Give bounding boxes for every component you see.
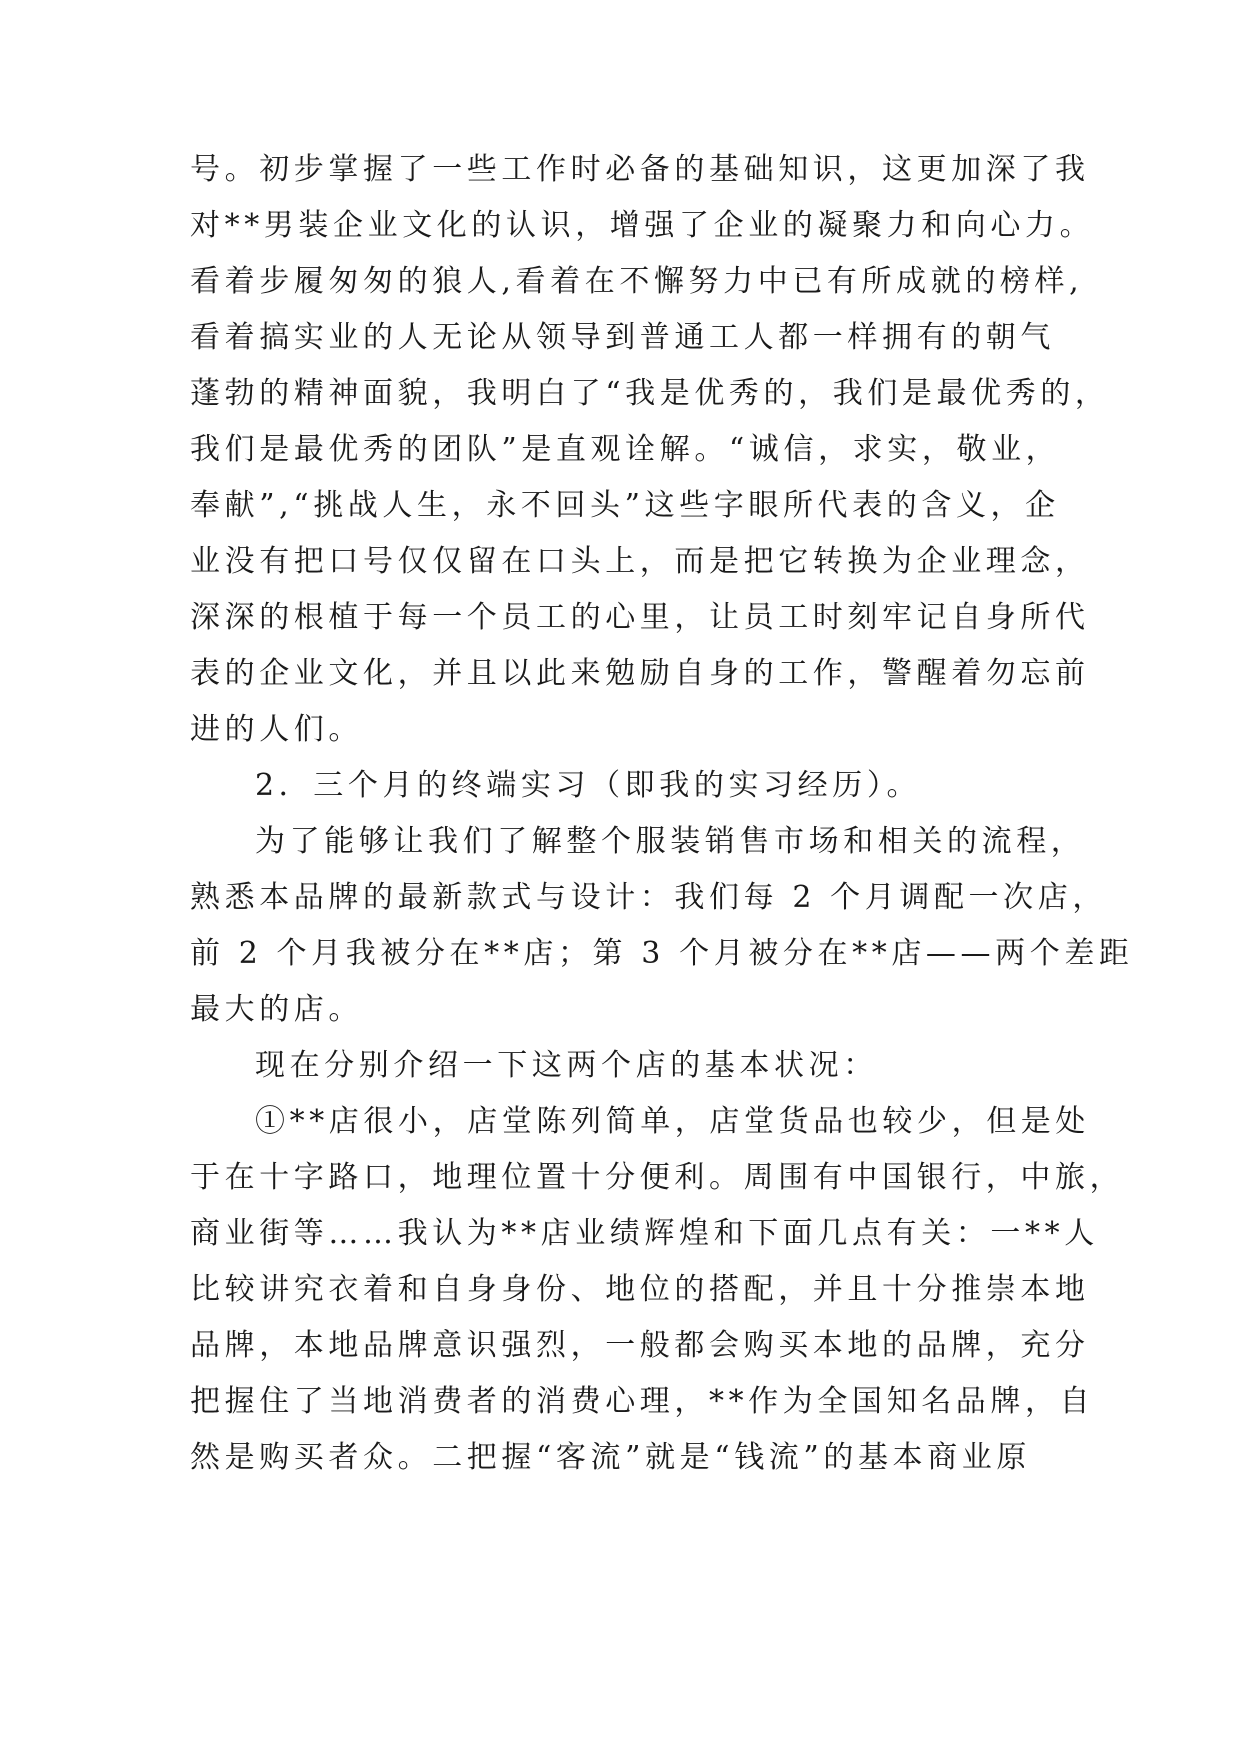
text-line: 深深的根植于每一个员工的心里，让员工时刻牢记自身所代 [190, 600, 1090, 635]
text-line: 比较讲究衣着和自身身份、地位的搭配，并且十分推崇本地 [190, 1272, 1090, 1307]
text-line: 表的企业文化，并且以此来勉励自身的工作，警醒着勿忘前 [190, 656, 1090, 691]
text-line: 前 2 个月我被分在**店；第 3 个月被分在**店——两个差距 [190, 936, 1134, 971]
text-line: 现在分别介绍一下这两个店的基本状况： [255, 1048, 878, 1083]
section-heading: 2．三个月的终端实习（即我的实习经历）。 [255, 768, 922, 803]
text-line: 品牌，本地品牌意识强烈，一般都会购买本地的品牌，充分 [190, 1328, 1090, 1363]
text-line: 业没有把口号仅仅留在口头上，而是把它转换为企业理念， [190, 544, 1090, 579]
text-line: 我们是最优秀的团队”是直观诠解。“诚信，求实，敬业， [190, 432, 1061, 467]
text-line: 看着步履匆匆的狼人,看着在不懈努力中已有所成就的榜样, [190, 264, 1084, 299]
text-line: 对**男装企业文化的认识，增强了企业的凝聚力和向心力。 [190, 208, 1095, 243]
text-line: 熟悉本品牌的最新款式与设计：我们每 2 个月调配一次店， [190, 880, 1107, 915]
text-line: 奉献”,“挑战人生，永不回头”这些字眼所代表的含义，企 [190, 488, 1060, 523]
text-line: 蓬勃的精神面貌，我明白了“我是优秀的，我们是最优秀的， [190, 376, 1110, 411]
text-line: ①**店很小，店堂陈列简单，店堂货品也较少，但是处 [255, 1104, 1090, 1139]
text-line: 把握住了当地消费者的消费心理，**作为全国知名品牌，自 [190, 1384, 1095, 1419]
text-line: 号。初步掌握了一些工作时必备的基础知识，这更加深了我 [190, 152, 1090, 187]
text-line: 于在十字路口，地理位置十分便利。周围有中国银行，中旅， [190, 1160, 1125, 1195]
text-line: 商业街等……我认为**店业绩辉煌和下面几点有关：一**人 [190, 1216, 1099, 1251]
text-line: 看着搞实业的人无论从领导到普通工人都一样拥有的朝气 [190, 320, 1055, 355]
text-line: 然是购买者众。二把握“客流”就是“钱流”的基本商业原 [190, 1440, 1031, 1475]
text-line: 进的人们。 [190, 712, 363, 747]
text-line: 为了能够让我们了解整个服装销售市场和相关的流程， [255, 824, 1086, 859]
text-line: 最大的店。 [190, 992, 363, 1027]
